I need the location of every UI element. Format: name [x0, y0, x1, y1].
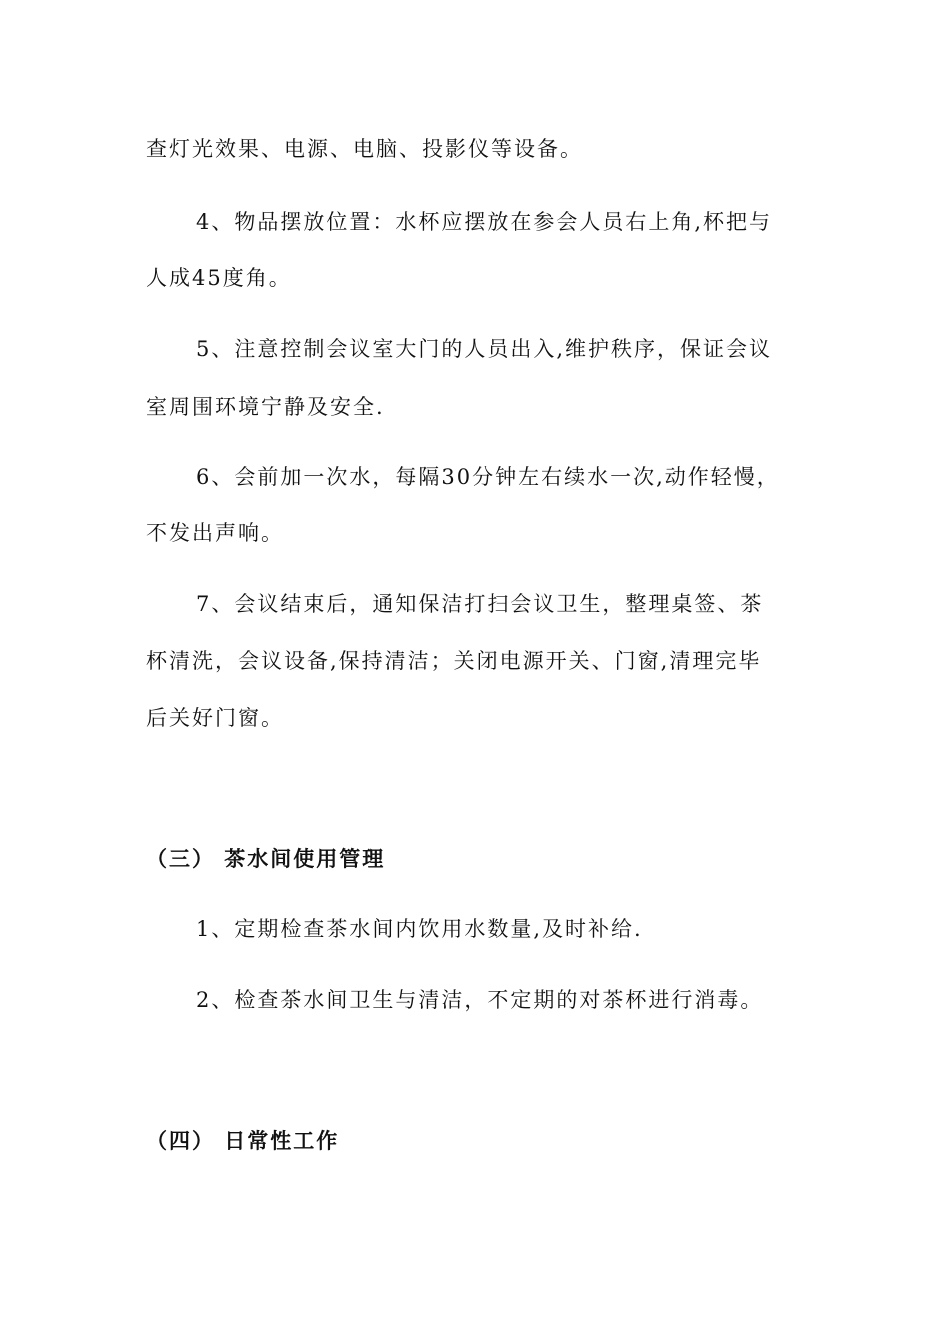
paragraph-line: 后关好门窗。 — [146, 706, 284, 730]
paragraph-line: 6、会前加一次水，每隔30分钟左右续水一次,动作轻慢， — [196, 465, 780, 489]
paragraph-line: 7、会议结束后，通知保洁打扫会议卫生，整理桌签、茶 — [196, 592, 764, 616]
paragraph-line: 室周围环境宁静及安全. — [146, 395, 385, 419]
paragraph-line: 人成45度角。 — [146, 266, 292, 290]
paragraph-line: 杯清洗，会议设备,保持清洁；关闭电源开关、门窗,清理完毕 — [146, 649, 762, 673]
list-item: 2、检查茶水间卫生与清洁，不定期的对茶杯进行消毒。 — [196, 988, 764, 1012]
section-heading: （三） 茶水间使用管理 — [146, 847, 386, 871]
list-item: 1、定期检查茶水间内饮用水数量,及时补给. — [196, 917, 643, 941]
paragraph-line: 5、注意控制会议室大门的人员出入,维护秩序，保证会议 — [196, 337, 773, 361]
paragraph-line: 查灯光效果、电源、电脑、投影仪等设备。 — [146, 137, 583, 161]
paragraph-line: 不发出声响。 — [146, 521, 284, 545]
paragraph-line: 4、物品摆放位置：水杯应摆放在参会人员右上角,杯把与 — [196, 210, 773, 234]
section-heading: （四） 日常性工作 — [146, 1129, 340, 1153]
